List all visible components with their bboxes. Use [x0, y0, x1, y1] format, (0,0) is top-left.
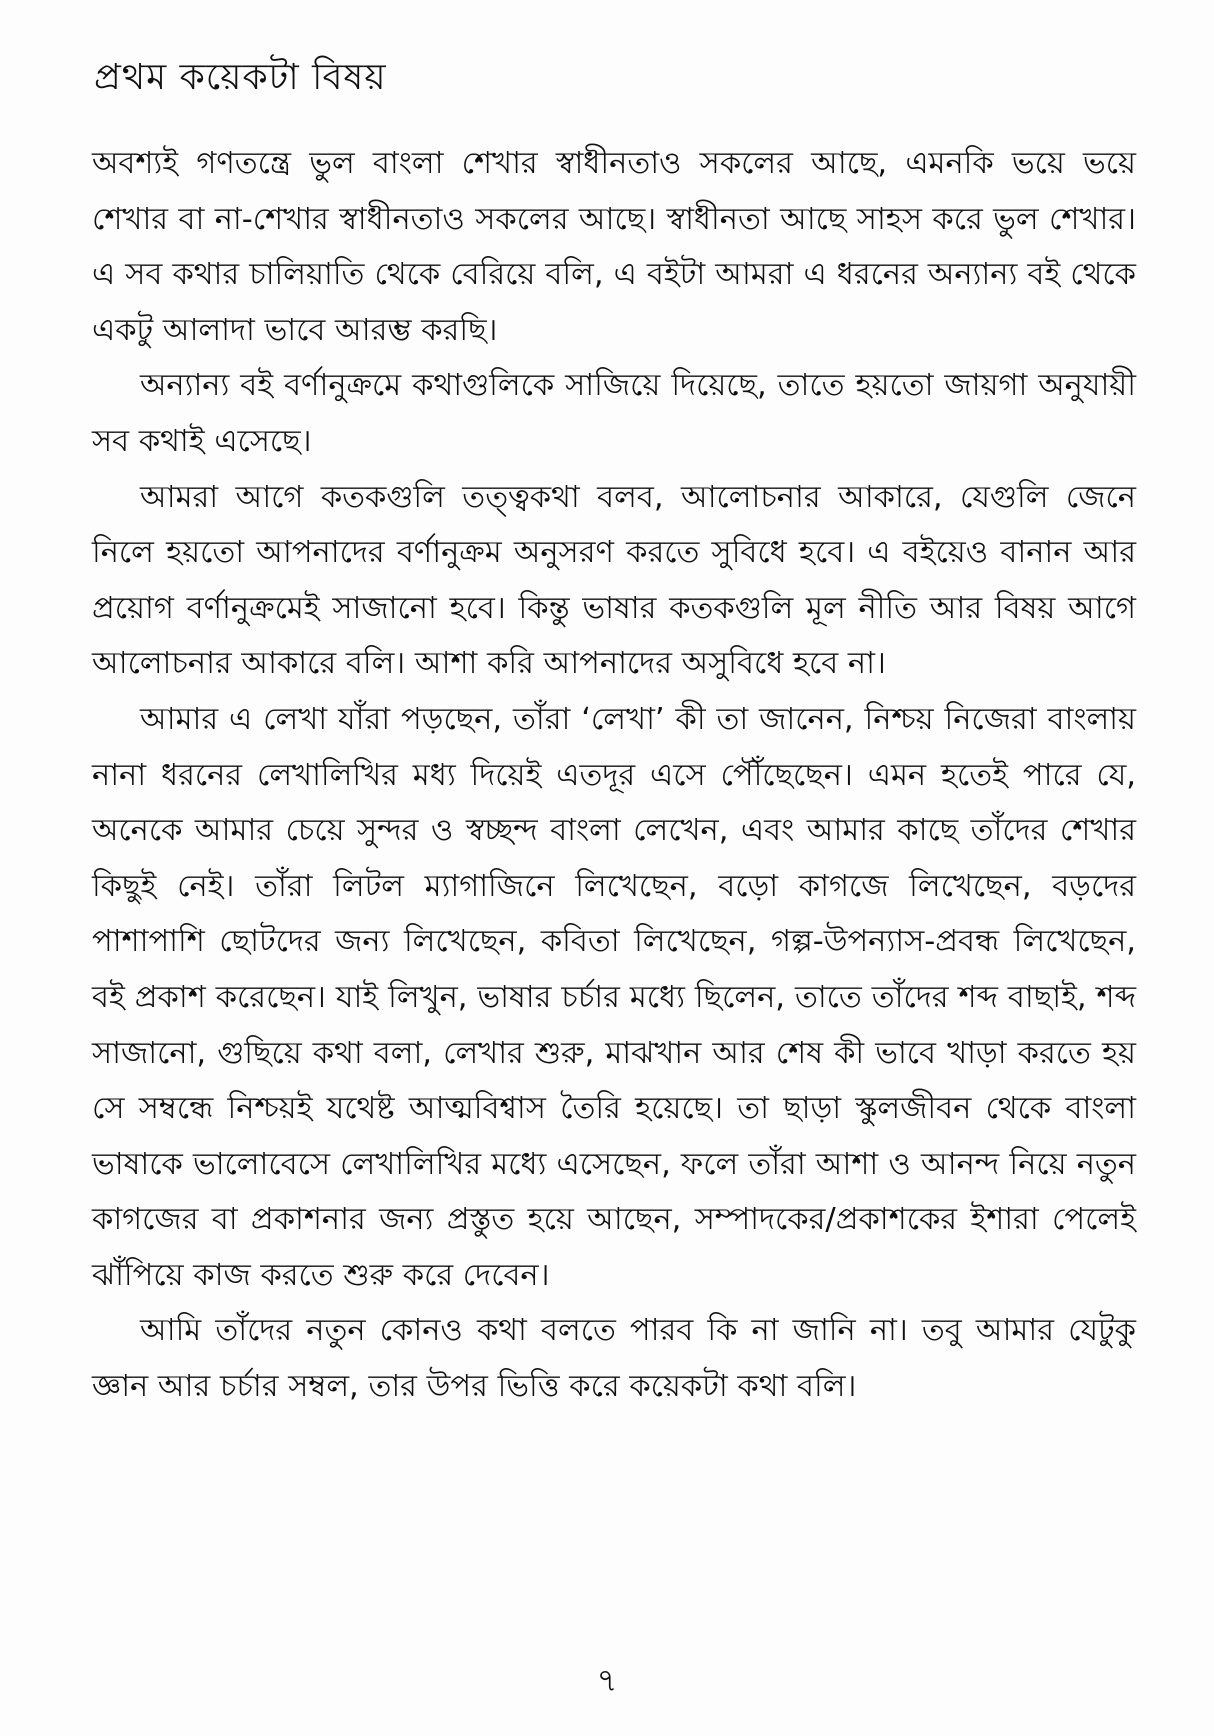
paragraph-1: অবশ্যই গণতন্ত্রে ভুল বাংলা শেখার স্বাধীনতাও সকলের আছে, এমনকি ভয়ে ভয়ে শেখার বা না-শেখার স্বাধীনতাও সকলের আছে। স্বাধীনতা আছে সাহস করে ভুল শেখার। এ সব কথার চালিয়াতি থেকে বেরিয়ে বলি, এ বইটা আমরা এ ধরনের অন্যান্য বই থেকে একটু আলাদা ভাবে আরম্ভ করছি।	[92, 146, 1136, 348]
page-number: ৭	[596, 1661, 618, 1699]
paragraph-2: অন্যান্য বই বর্ণানুক্রমে কথাগুলিকে সাজিয়ে দিয়েছে, তাতে হয়তো জায়গা অনুযায়ী সব কথাই এসেছে।	[92, 368, 1136, 459]
paragraph-5: আমি তাঁদের নতুন কোনও কথা বলতে পারব কি না জানি না। তবু আমার যেটুকু জ্ঞান আর চর্চার সম্বল, তার উপর ভিত্তি করে কয়েকটা কথা বলি।	[92, 1313, 1136, 1405]
chapter-title: প্রথম কয়েকটা বিষয়	[94, 57, 387, 98]
paragraph-3: আমরা আগে কতকগুলি তত্ত্বকথা বলব, আলোচনার আকারে, যেগুলি জেনে নিলে হয়তো আপনাদের বর্ণানুক্রম অনুসরণ করতে সুবিধে হবে। এ বইয়েও বানান আর প্রয়োগ বর্ণানুক্রমেই সাজানো হবে। কিন্তু ভাষার কতকগুলি মূল নীতি আর বিষয় আগে আলোচনার আকারে বলি। আশা করি আপনাদের অসুবিধে হবে না।	[92, 479, 1136, 682]
paragraph-4: আমার এ লেখা যাঁরা পড়ছেন, তাঁরা ‘লেখা’ কী তা জানেন, নিশ্চয় নিজেরা বাংলায় নানা ধরনের লেখালিখির মধ্য দিয়েই এতদূর এসে পৌঁছেছেন। এমন হতেই পারে যে, অনেকে আমার চেয়ে সুন্দর ও স্বচ্ছন্দ বাংলা লেখেন, এবং আমার কাছে তাঁদের শেখার কিছুই নেই। তাঁরা লিটল ম্যাগাজিনে লিখেছেন, বড়ো কাগজে লিখেছেন, বড়দের পাশাপাশি ছোটদের জন্য লিখেছেন, কবিতা লিখেছেন, গল্প-উপন্যাস-প্রবন্ধ লিখেছেন, বই প্রকাশ করেছেন। যাই লিখুন, ভাষার চর্চার মধ্যে ছিলেন, তাতে তাঁদের শব্দ বাছাই, শব্দ সাজানো, গুছিয়ে কথা বলা, লেখার শুরু, মাঝখান আর শেষ কী ভাবে খাড়া করতে হয় সে সম্বন্ধে নিশ্চয়ই যথেষ্ট আত্মবিশ্বাস তৈরি হয়েছে। তা ছাড়া স্কুলজীবন থেকে বাংলা ভাষাকে ভালোবেসে লেখালিখির মধ্যে এসেছেন, ফলে তাঁরা আশা ও আনন্দ নিয়ে নতুন কাগজের বা প্রকাশনার জন্য প্রস্তুত হয়ে আছেন, সম্পাদকের/প্রকাশকের ইশারা পেলেই ঝাঁপিয়ে কাজ করতে শুরু করে দেবেন।	[92, 701, 1136, 1293]
page-content	[92, 48, 1136, 1415]
